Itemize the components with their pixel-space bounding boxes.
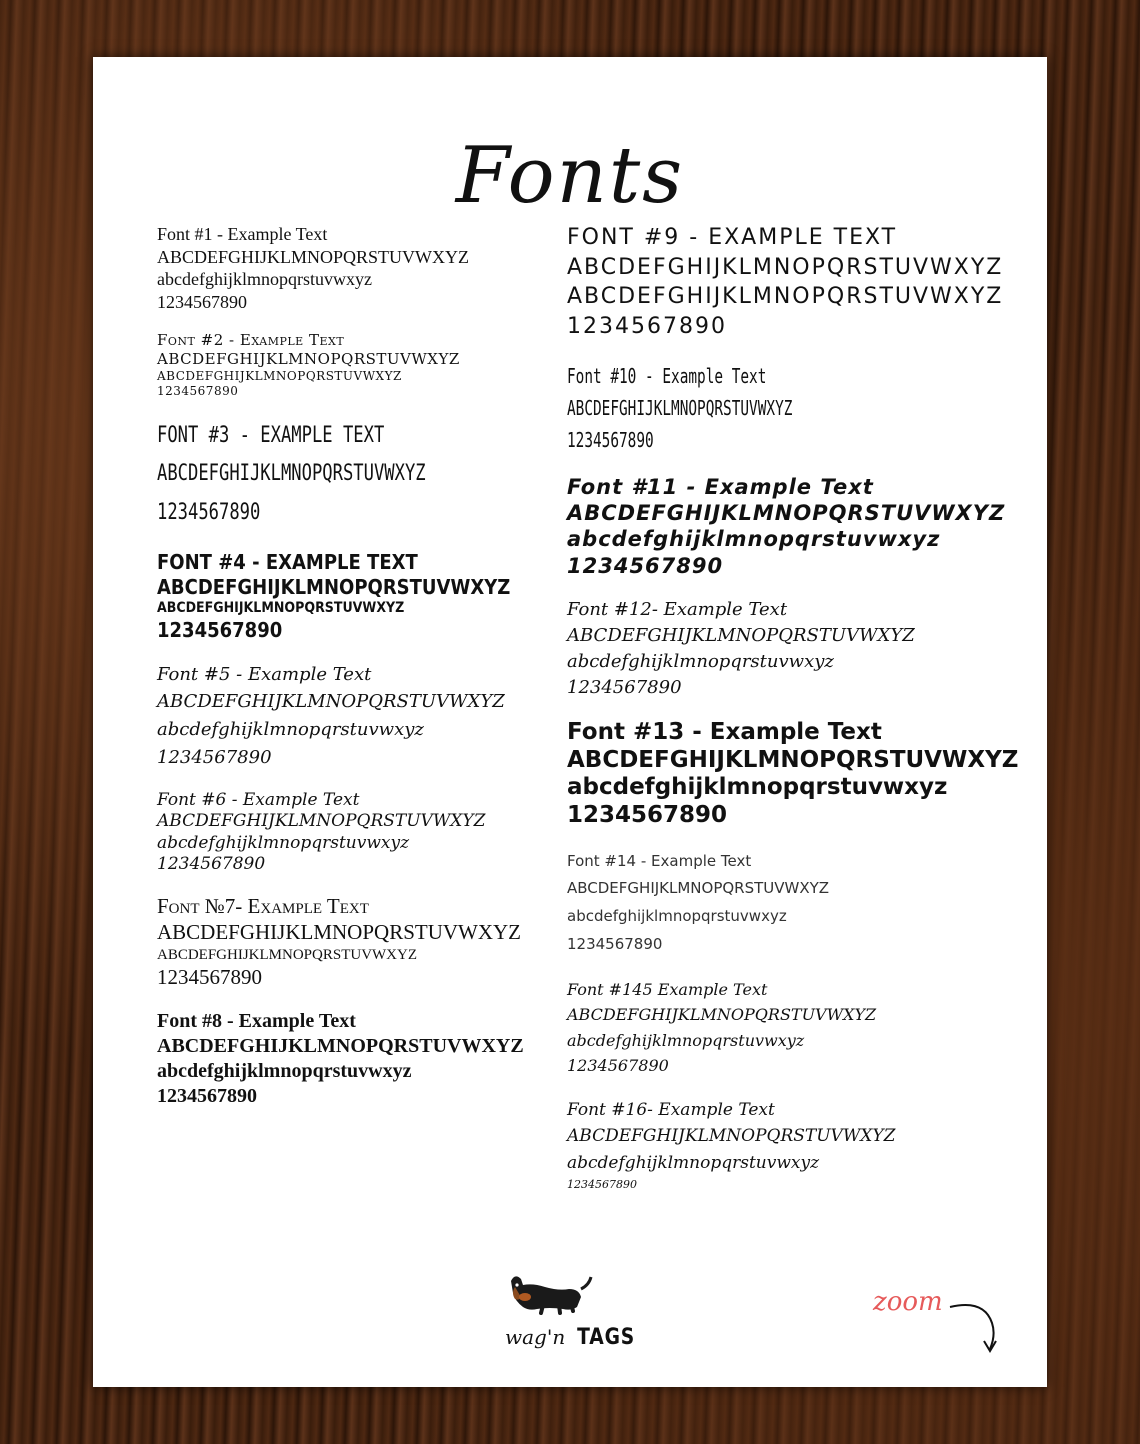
font-sample-uppercase: ABCDEFGHIJKLMNOPQRSTUVWXYZ [157, 349, 460, 368]
font-sample-uppercase-alt: ABCDEFGHIJKLMNOPQRSTUVWXYZ [567, 284, 1004, 310]
font-sample-uppercase: ABCDEFGHIJKLMNOPQRSTUVWXYZ [157, 691, 505, 713]
font-sample-12 [567, 597, 1017, 701]
font-sample-1 [157, 223, 587, 313]
font-sample-uppercase: ABCDEFGHIJKLMNOPQRSTUVWXYZ [567, 501, 1006, 525]
font-sample-lowercase: abcdefghijklmnopqrstuvwxyz [567, 527, 941, 552]
font-sample-small-caps: ABCDEFGHIJKLMNOPQRSTUVWXYZ [157, 368, 402, 383]
font-sample-uppercase: ABCDEFGHIJKLMNOPQRSTUVWXYZ [567, 1126, 896, 1147]
font-sample-heading: Font #13 - Example Text [567, 719, 882, 746]
font-sample-heading: Font #14 - Example Text [567, 851, 752, 870]
font-sample-uppercase: ABCDEFGHIJKLMNOPQRSTUVWXYZ [157, 811, 486, 832]
font-sample-digits: 1234567890 [567, 1177, 637, 1191]
font-sample-16 [567, 1097, 1017, 1193]
font-sample-digits: 1234567890 [157, 499, 261, 525]
font-sample-lowercase: abcdefghijklmnopqrstuvwxyz [157, 1059, 412, 1082]
font-sample-heading: Font #16- Example Text [567, 1099, 775, 1120]
font-sample-small-caps: ABCDEFGHIJKLMNOPQRSTUVWXYZ [157, 600, 405, 616]
font-sample-lowercase: abcdefghijklmnopqrstuvwxyz [567, 650, 834, 672]
font-sample-heading: Font #6 - Example Text [157, 790, 360, 811]
font-sample-13 [567, 719, 1017, 829]
font-sample-lowercase: abcdefghijklmnopqrstuvwxyz [567, 1030, 805, 1050]
font-sample-heading: Font #2 - Example Text [157, 331, 345, 349]
font-sample-15 [567, 977, 1017, 1079]
font-sample-digits: 1234567890 [157, 291, 247, 312]
font-sample-digits: 1234567890 [157, 965, 262, 990]
zoom-hint: zoom [873, 1287, 943, 1317]
font-sample-digits: 1234567890 [567, 314, 727, 340]
font-sample-heading: FONT #9 - EXAMPLE TEXT [567, 225, 898, 250]
font-sample-digits: 1234567890 [157, 383, 239, 398]
font-sample-digits: 1234567890 [157, 1084, 257, 1107]
font-sample-uppercase: ABCDEFGHIJKLMNOPQRSTUVWXYZ [157, 461, 426, 486]
font-sample-heading: Font #1 - Example Text [157, 224, 328, 244]
font-sample-digits: 1234567890 [157, 617, 283, 642]
font-sample-lowercase: abcdefghijklmnopqrstuvwxyz [567, 774, 948, 801]
font-sample-lowercase: abcdefghijklmnopqrstuvwxyz [157, 719, 424, 741]
font-sample-lowercase: abcdefghijklmnopqrstuvwxyz [567, 1152, 820, 1173]
font-sample-6 [157, 790, 587, 875]
font-sample-heading: Font #5 - Example Text [157, 663, 372, 685]
font-sample-heading: Font #10 - Example Text [567, 363, 767, 388]
right-column [567, 223, 1017, 1211]
font-sample-2 [157, 331, 587, 399]
dachshund-icon [503, 1267, 593, 1327]
logo-wordmark [505, 1325, 640, 1350]
curved-arrow-icon [948, 1299, 1008, 1359]
font-sample-digits: 1234567890 [567, 801, 728, 828]
font-sample-uppercase: ABCDEFGHIJKLMNOPQRSTUVWXYZ [567, 879, 830, 898]
font-sample-uppercase: ABCDEFGHIJKLMNOPQRSTUVWXYZ [567, 1005, 877, 1025]
font-sample-9 [567, 223, 1017, 342]
font-sample-heading: Font #12- Example Text [567, 598, 788, 620]
logo-word-tags: TAGS [577, 1325, 636, 1350]
font-sample-heading: Font №7- Example Text [157, 894, 369, 919]
font-sample-uppercase: ABCDEFGHIJKLMNOPQRSTUVWXYZ [157, 1034, 524, 1057]
font-sample-14 [567, 848, 1017, 959]
font-sample-3 [157, 417, 587, 533]
font-sample-10 [567, 360, 1017, 456]
font-sample-uppercase: ABCDEFGHIJKLMNOPQRSTUVWXYZ [567, 624, 915, 646]
font-sample-uppercase: ABCDEFGHIJKLMNOPQRSTUVWXYZ [157, 246, 470, 267]
font-sample-sheet [93, 57, 1047, 1387]
font-sample-digits: 1234567890 [567, 1056, 669, 1076]
font-sample-7 [157, 893, 587, 991]
font-sample-lowercase: abcdefghijklmnopqrstuvwxyz [567, 907, 787, 925]
font-sample-heading: Font #11 - Example Text [567, 474, 874, 499]
font-sample-uppercase: ABCDEFGHIJKLMNOPQRSTUVWXYZ [567, 395, 793, 420]
font-sample-digits: 1234567890 [567, 934, 663, 953]
font-sample-uppercase: ABCDEFGHIJKLMNOPQRSTUVWXYZ [157, 575, 511, 599]
left-column [157, 223, 587, 1127]
page-title: Fonts [455, 131, 685, 221]
font-sample-heading: Font #145 Example Text [567, 979, 768, 999]
font-sample-heading: Font #8 - Example Text [157, 1009, 356, 1032]
font-sample-digits: 1234567890 [567, 677, 682, 699]
font-sample-lowercase: abcdefghijklmnopqrstuvwxyz [157, 269, 372, 289]
font-sample-11 [567, 474, 1017, 579]
font-sample-5 [157, 661, 587, 773]
font-sample-heading: FONT #3 - EXAMPLE TEXT [157, 422, 385, 448]
font-sample-small-caps: ABCDEFGHIJKLMNOPQRSTUVWXYZ [157, 946, 418, 963]
font-sample-uppercase: ABCDEFGHIJKLMNOPQRSTUVWXYZ [157, 920, 522, 945]
font-sample-digits: 1234567890 [157, 853, 266, 874]
font-sample-lowercase: abcdefghijklmnopqrstuvwxyz [157, 832, 410, 853]
font-sample-digits: 1234567890 [567, 553, 724, 578]
font-sample-heading: FONT #4 - EXAMPLE TEXT [157, 550, 418, 574]
wagn-tags-logo [493, 1267, 653, 1357]
font-sample-digits: 1234567890 [157, 747, 272, 769]
font-sample-uppercase: ABCDEFGHIJKLMNOPQRSTUVWXYZ [567, 746, 1019, 773]
font-sample-uppercase: ABCDEFGHIJKLMNOPQRSTUVWXYZ [567, 254, 1004, 280]
font-sample-4 [157, 550, 587, 643]
logo-word-wagn: wag'n [505, 1325, 566, 1349]
font-sample-digits: 1234567890 [567, 427, 654, 452]
font-sample-8 [157, 1009, 587, 1109]
